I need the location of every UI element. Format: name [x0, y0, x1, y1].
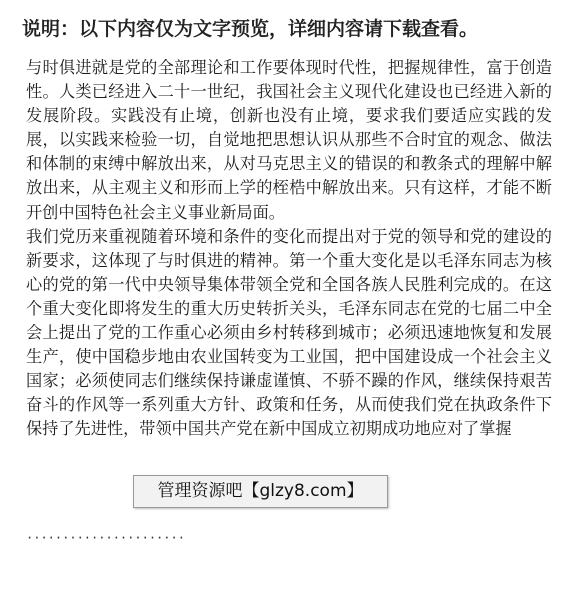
watermark-banner: 管理资源吧【glzy8.com】	[133, 475, 388, 508]
paragraph-2: 我们党历来重视随着环境和条件的变化而提出对于党的领导和党的建设的新要求，这体现了与时俱进的精神。第一个重大变化是以毛泽东同志为核心的党的第一代中央领导集体带领全党和全国各族人民胜利完成的。在这个重大变化即将发生的重大历史转折关头，毛泽东同志在党的七届二中全会上提出了党的工作重心必须由乡村转移到城市；必须迅速地恢复和发展生产，使中国稳步地由农业国转变为工业国，把中国建设成一个社会主义国家；必须使同志们继续保持谦虚谨慎、不骄不躁的作风，继续保持艰苦奋斗的作风等一系列重大方针、政策和任务，从而使我们党在执政条件下保持了先进性，带领中国共产党在新中国成立初期成功地应对了掌握	[26, 226, 552, 439]
document-body	[26, 56, 552, 442]
paragraph-1: 与时俱进就是党的全部理论和工作要体现时代性，把握规律性，富于创造性。人类已经进入二十一世纪，我国社会主义现代化建设也已经进入新的发展阶段。实践没有止境，创新也没有止境，要求我们要适应实践的发展，以实践来检验一切，自觉地把思想认识从那些不合时宜的观念、做法和体制的束缚中解放出来，从对马克思主义的错误的和教条式的理解中解放出来，从主观主义和形而上学的桎梏中解放出来。只有这样，才能不断开创中国特色社会主义事业新局面。	[26, 58, 552, 222]
truncation-ellipsis: ······················	[26, 531, 185, 545]
preview-notice: 说明：以下内容仅为文字预览，详细内容请下载查看。	[22, 18, 479, 40]
